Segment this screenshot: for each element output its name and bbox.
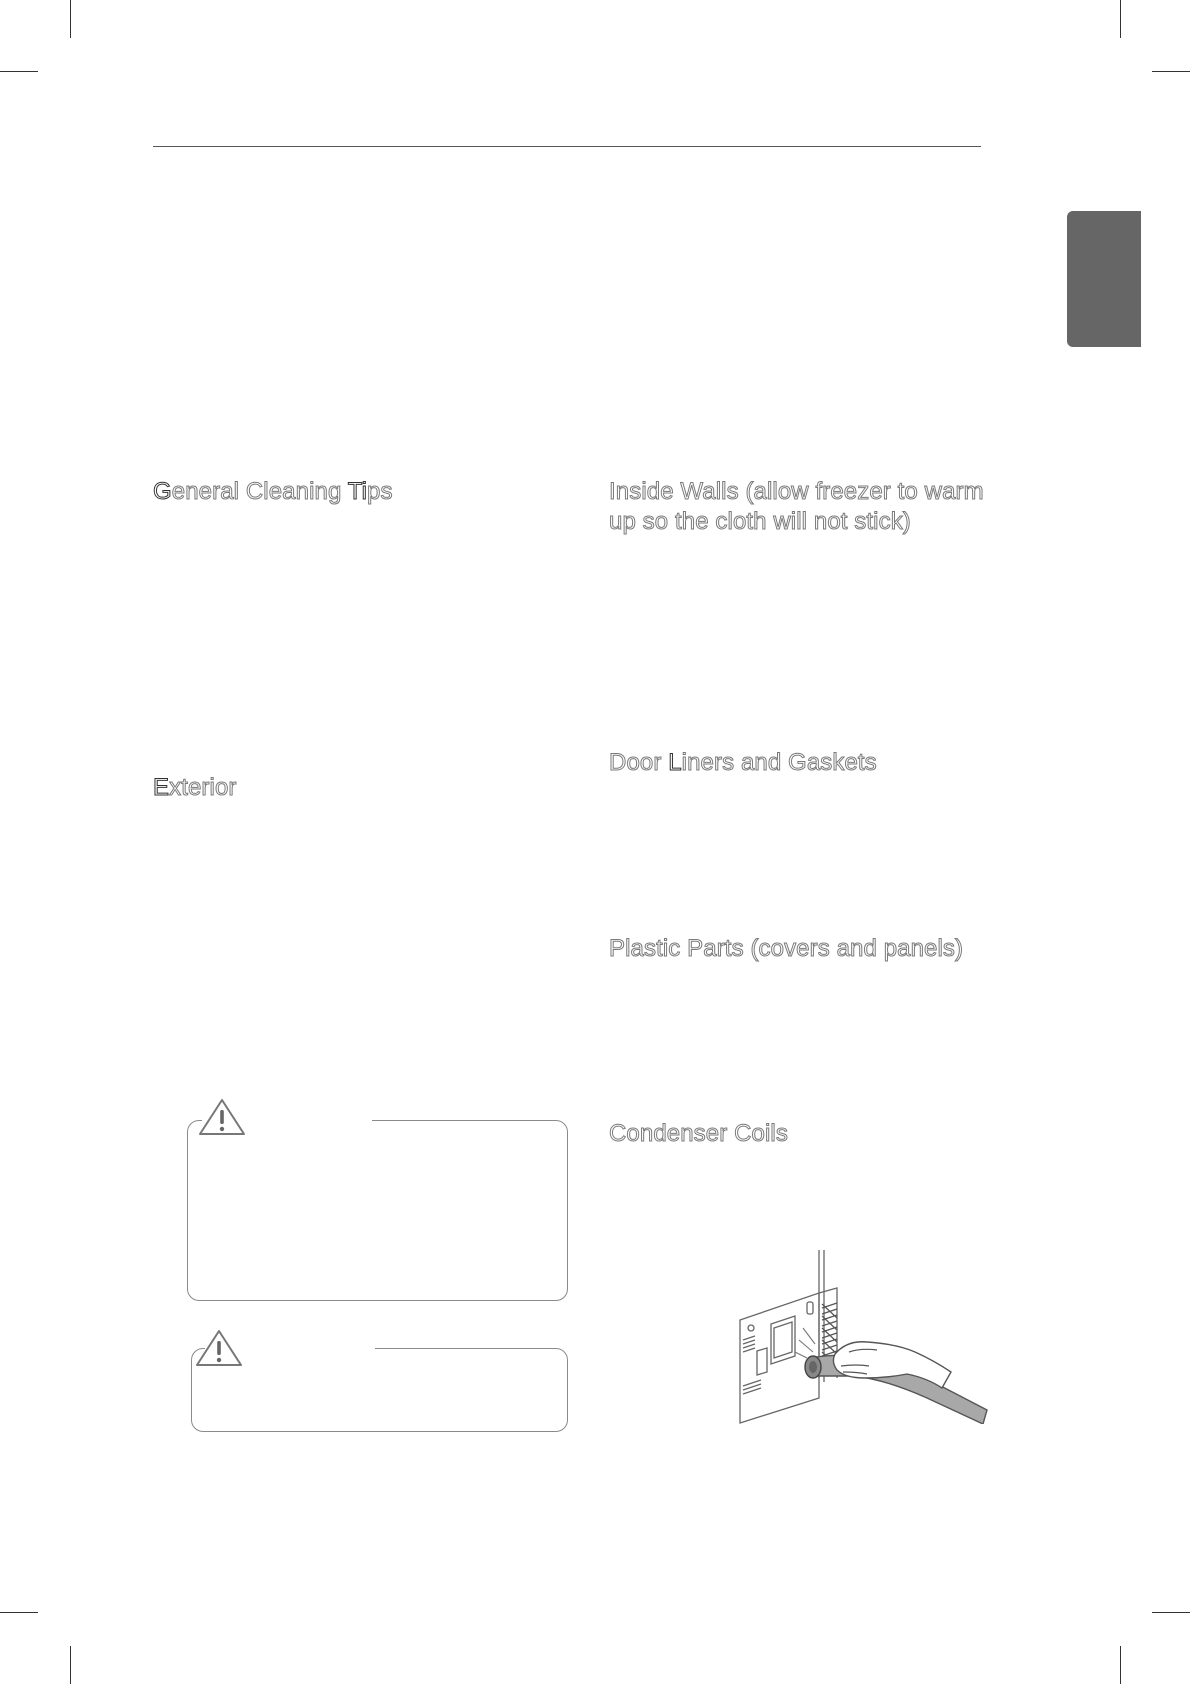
heading-general-cleaning-tips: General Cleaning Tips	[153, 478, 393, 505]
crop-mark	[1152, 1612, 1190, 1613]
warning-box	[191, 1348, 568, 1432]
crop-mark	[70, 1646, 71, 1684]
condenser-cleaning-illustration	[737, 1248, 993, 1424]
section-tab	[1067, 211, 1141, 347]
crop-mark	[1120, 1646, 1121, 1684]
heading-plastic-parts: Plastic Parts (covers and panels)	[609, 935, 964, 962]
heading-inside-walls-line1: Inside Walls (allow freezer to warm	[609, 478, 984, 505]
header-rule	[153, 146, 981, 147]
crop-mark	[0, 71, 38, 72]
heading-exterior: Exterior	[153, 774, 237, 801]
crop-mark	[1152, 71, 1190, 72]
crop-mark	[70, 0, 71, 38]
warning-triangle-icon	[197, 1097, 247, 1137]
heading-door-liners: Door Liners and Gaskets	[609, 749, 877, 776]
warning-box	[187, 1120, 568, 1301]
heading-condenser-coils: Condenser Coils	[609, 1120, 788, 1147]
heading-inside-walls-line2: up so the cloth will not stick)	[609, 508, 911, 535]
crop-mark	[0, 1612, 38, 1613]
heading-inside-walls	[609, 477, 984, 537]
crop-mark	[1120, 0, 1121, 38]
warning-triangle-icon	[194, 1328, 244, 1368]
